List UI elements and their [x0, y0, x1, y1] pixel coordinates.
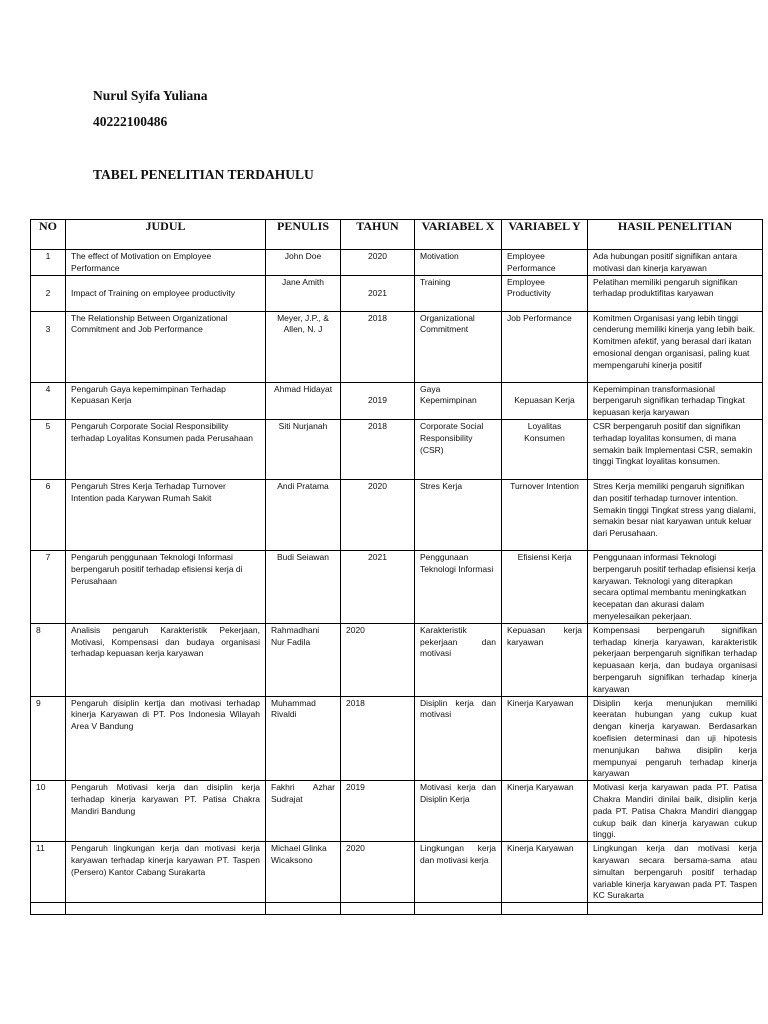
cell-no: 7 [31, 550, 66, 623]
cell-empty [588, 903, 763, 915]
cell-variabel-x: Motivasi kerja dan Disiplin Kerja [415, 781, 502, 842]
cell-penulis: Meyer, J.P., & Allen, N. J [266, 311, 341, 382]
cell-variabel-x: Gaya Kepemimpinan [415, 382, 502, 419]
cell-variabel-x: Corporate Social Responsibility (CSR) [415, 419, 502, 479]
cell-no: 9 [31, 696, 66, 781]
cell-variabel-x: Penggunaan Teknologi Informasi [415, 550, 502, 623]
cell-hasil: Ada hubungan positif signifikan antara motivasi dan kinerja karyawan [588, 250, 763, 276]
cell-hasil: Disiplin kerja menunjukan memiliki keeratan hubungan yang cukup kuat dengan kinerja karyawan. Berdasarkan koefisien determinasi dan uji hipotesis menunjukan bahwa disiplin kerja mempunyai pengaruh terhadap kinerja karyawan [588, 696, 763, 781]
cell-penulis: Rahmadhani Nur Fadila [266, 623, 341, 696]
table-row [31, 842, 763, 903]
cell-penulis: Budi Seiawan [266, 550, 341, 623]
cell-variabel-y: Efisiensi Kerja [502, 550, 588, 623]
page-title: TABEL PENELITIAN TERDAHULU [93, 167, 314, 182]
author-name: Nurul Syifa Yuliana [93, 88, 208, 103]
cell-empty [266, 903, 341, 915]
column-header-no: NO [31, 220, 66, 250]
cell-hasil: Kepemimpinan transformasional berpengaruh signifikan terhadap Tingkat kepuasan kerja karyawan [588, 382, 763, 419]
cell-variabel-x: Karakteristik pekerjaan dan motivasi [415, 623, 502, 696]
cell-penulis: Muhammad Rivaldi [266, 696, 341, 781]
column-header-variabel-x: VARIABEL X [415, 220, 502, 250]
cell-judul: Impact of Training on employee productivity [66, 275, 266, 311]
column-header-penulis: PENULIS [266, 220, 341, 250]
cell-tahun: 2018 [341, 419, 415, 479]
table-row [31, 479, 763, 550]
cell-empty [66, 903, 266, 915]
cell-no: 3 [31, 311, 66, 382]
cell-no: 2 [31, 275, 66, 311]
cell-tahun: 2019 [341, 781, 415, 842]
column-header-judul: JUDUL [66, 220, 266, 250]
cell-penulis: Michael Glinka Wicaksono [266, 842, 341, 903]
cell-tahun: 2019 [341, 382, 415, 419]
cell-tahun: 2020 [341, 479, 415, 550]
cell-judul: Pengaruh Motivasi kerja dan disiplin kerja terhadap kinerja karyawan PT. Patisa Chakra Mandiri Bandung [66, 781, 266, 842]
cell-no: 8 [31, 623, 66, 696]
cell-tahun: 2020 [341, 250, 415, 276]
cell-hasil: Stres Kerja memiliki pengaruh signifikan dan positif terhadap turnover intention. Semakin tinggi Tingkat stress yang dialami, semakin besar niat karyawan untuk keluar dari Perusahaan. [588, 479, 763, 550]
cell-variabel-x: Motivation [415, 250, 502, 276]
cell-penulis: Andi Pratama [266, 479, 341, 550]
cell-tahun: 2020 [341, 842, 415, 903]
cell-tahun: 2021 [341, 275, 415, 311]
table-row [31, 550, 763, 623]
cell-tahun: 2021 [341, 550, 415, 623]
cell-variabel-y: Kepuasan kerja karyawan [502, 623, 588, 696]
cell-empty [502, 903, 588, 915]
cell-penulis: John Doe [266, 250, 341, 276]
cell-hasil: Pelatihan memiliki pengaruh signifikan terhadap produktifitas karyawan [588, 275, 763, 311]
cell-variabel-y: Job Performance [502, 311, 588, 382]
cell-penulis: Fakhri Azhar Sudrajat [266, 781, 341, 842]
cell-no: 4 [31, 382, 66, 419]
table-row [31, 623, 763, 696]
cell-variabel-y: Kinerja Karyawan [502, 696, 588, 781]
cell-hasil: Penggunaan informasi Teknologi berpengaruh positif terhadap efisiensi kerja karyawan. Teknologi yang diterapkan secara optimal membantu meningkatkan kecepatan dan akurasi dalam menyelesaikan pekerjaan. [588, 550, 763, 623]
cell-variabel-x: Stres Kerja [415, 479, 502, 550]
cell-no: 1 [31, 250, 66, 276]
table-row [31, 419, 763, 479]
cell-judul: Analisis pengaruh Karakteristik Pekerjaan, Motivasi, Kompensasi dan budaya organisasi terhadap kepuasan kerja karyawan [66, 623, 266, 696]
cell-hasil: Komitmen Organisasi yang lebih tinggi cenderung memiliki kinerja yang lebih baik. Komitmen afektif, yang berasal dari ikatan emosional dengan organisasi, paling kuat mempengaruhi kinerja positif [588, 311, 763, 382]
table-row [31, 275, 763, 311]
cell-variabel-y: Employee Productivity [502, 275, 588, 311]
cell-variabel-y: Employee Performance [502, 250, 588, 276]
cell-variabel-y: Kepuasan Kerja [502, 382, 588, 419]
cell-empty [415, 903, 502, 915]
cell-judul: Pengaruh lingkungan kerja dan motivasi kerja karyawan terhadap kinerja karyawan PT. Taspen (Persero) Kantor Cabang Surakarta [66, 842, 266, 903]
cell-variabel-y: Kinerja Karyawan [502, 842, 588, 903]
table-header-row [31, 220, 763, 250]
cell-variabel-x: Disiplin kerja dan motivasi [415, 696, 502, 781]
student-id: 40222100486 [93, 114, 168, 129]
cell-tahun: 2018 [341, 311, 415, 382]
research-table [30, 219, 763, 915]
cell-judul: Pengaruh Corporate Social Responsibility terhadap Loyalitas Konsumen pada Perusahaan [66, 419, 266, 479]
cell-tahun: 2018 [341, 696, 415, 781]
cell-judul: Pengaruh Stres Kerja Terhadap Turnover Intention pada Karywan Rumah Sakit [66, 479, 266, 550]
cell-no: 11 [31, 842, 66, 903]
table-row [31, 250, 763, 276]
cell-variabel-y: Kinerja Karyawan [502, 781, 588, 842]
cell-hasil: CSR berpengaruh positif dan signifikan terhadap loyalitas konsumen, di mana semakin baik Implementasi CSR, semakin tinggi Tingkat loyalitas konsumen. [588, 419, 763, 479]
cell-variabel-y: Turnover Intention [502, 479, 588, 550]
cell-hasil: Lingkungan kerja dan motivasi kerja karyawan secara bersama-sama atau simultan berpengaruh positif terhadap variable kinerja karyawan pada PT. Taspen KC Surakarta [588, 842, 763, 903]
cell-judul: Pengaruh penggunaan Teknologi Informasi berpengaruh positif terhadap efisiensi kerja di Perusahaan [66, 550, 266, 623]
column-header-tahun: TAHUN [341, 220, 415, 250]
cell-judul: The effect of Motivation on Employee Performance [66, 250, 266, 276]
cell-penulis: Siti Nurjanah [266, 419, 341, 479]
table-row [31, 696, 763, 781]
table-row [31, 781, 763, 842]
cell-no: 10 [31, 781, 66, 842]
cell-variabel-y: Loyalitas Konsumen [502, 419, 588, 479]
cell-variabel-x: Organizational Commitment [415, 311, 502, 382]
cell-penulis: Ahmad Hidayat [266, 382, 341, 419]
column-header-variabel-y: VARIABEL Y [502, 220, 588, 250]
table-row-empty [31, 903, 763, 915]
cell-empty [31, 903, 66, 915]
column-header-hasil: HASIL PENELITIAN [588, 220, 763, 250]
table-row [31, 382, 763, 419]
cell-penulis: Jane Amith [266, 275, 341, 311]
cell-variabel-x: Training [415, 275, 502, 311]
cell-hasil: Motivasi kerja karyawan pada PT. Patisa Chakra Mandiri dinilai baik, disiplin kerja pada PT. Patisa Chakra Mandiri dianggap cukup baik dan kinerja karyawan cukup tinggi. [588, 781, 763, 842]
cell-judul: The Relationship Between Organizational Commitment and Job Performance [66, 311, 266, 382]
cell-variabel-x: Lingkungan kerja dan motivasi kerja [415, 842, 502, 903]
table-row [31, 311, 763, 382]
cell-no: 6 [31, 479, 66, 550]
cell-judul: Pengaruh disiplin kertja dan motivasi terhadap kinerja Karyawan di PT. Pos Indonesia Wilayah Area V Bandung [66, 696, 266, 781]
cell-empty [341, 903, 415, 915]
cell-hasil: Kompensasi berpengaruh signifikan terhadap kinerja karyawan, karakteristik pekerjaan berpengaruh signifikan terhadap kepuasaan kerja, dan budaya organisasi berpengaruh signifikan terhadap kinerja karyawan [588, 623, 763, 696]
cell-no: 5 [31, 419, 66, 479]
cell-tahun: 2020 [341, 623, 415, 696]
cell-judul: Pengaruh Gaya kepemimpinan Terhadap Kepuasan Kerja [66, 382, 266, 419]
